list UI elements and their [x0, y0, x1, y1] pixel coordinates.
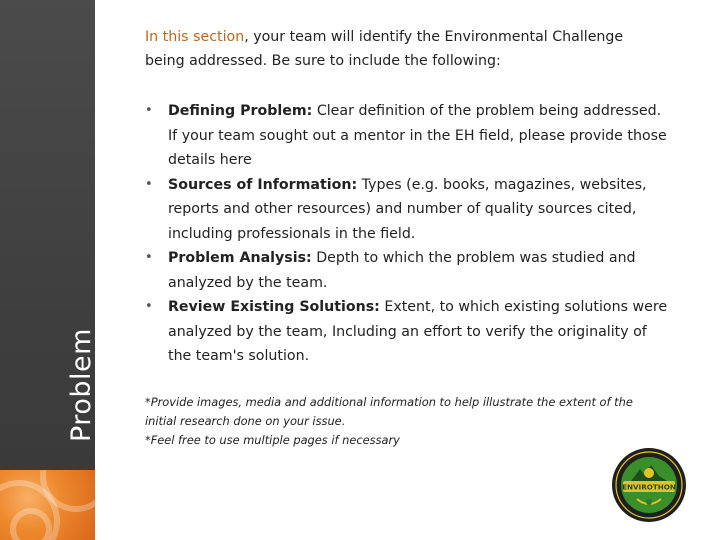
list-item: [145, 173, 670, 247]
sidebar: [0, 0, 95, 540]
item-label: Defining Problem:: [168, 103, 313, 119]
bullet-icon: •: [145, 176, 153, 192]
notes: [145, 393, 645, 450]
item-text: Extent, to which existing solutions were analyzed by the team, Including an effort to verify the originality of the team's solution.: [168, 299, 668, 364]
intro-highlight: In this section: [145, 29, 245, 45]
section-title: Problem: [66, 328, 97, 442]
item-label: Sources of Information:: [168, 176, 358, 193]
bullet-icon: •: [145, 103, 153, 118]
list-item: [145, 246, 670, 295]
sidebar-accent-decoration: [0, 470, 95, 540]
requirements-list: [145, 99, 670, 369]
item-label: Review Existing Solutions:: [168, 299, 380, 315]
item-label: Problem Analysis:: [168, 250, 312, 266]
bullet-icon: •: [145, 250, 153, 265]
item-text: Types (e.g. books, magazines, websites, reports and other resources) and number of quality sources cited, including professionals in the field.: [168, 176, 647, 242]
note-pages: *Feel free to use multiple pages if necessary: [145, 433, 400, 447]
note-research: *Provide images, media and additional information to help illustrate the extent of the initial research done on your issue.: [145, 395, 633, 428]
item-text: Clear definition of the problem being addressed. If your team sought out a mentor in the EH field, please provide those details here: [168, 103, 667, 168]
envirothon-logo-icon: [611, 447, 687, 523]
intro-paragraph: [145, 25, 665, 73]
logo-text: ENVIROTHON: [622, 482, 676, 492]
bullet-icon: •: [145, 299, 153, 314]
item-text: Depth to which the problem was studied and analyzed by the team.: [168, 250, 636, 291]
list-item: [145, 99, 670, 173]
intro-text: , your team will identify the Environmental Challenge being addressed. Be sure to include the following:: [145, 29, 624, 69]
list-item: [145, 295, 670, 369]
